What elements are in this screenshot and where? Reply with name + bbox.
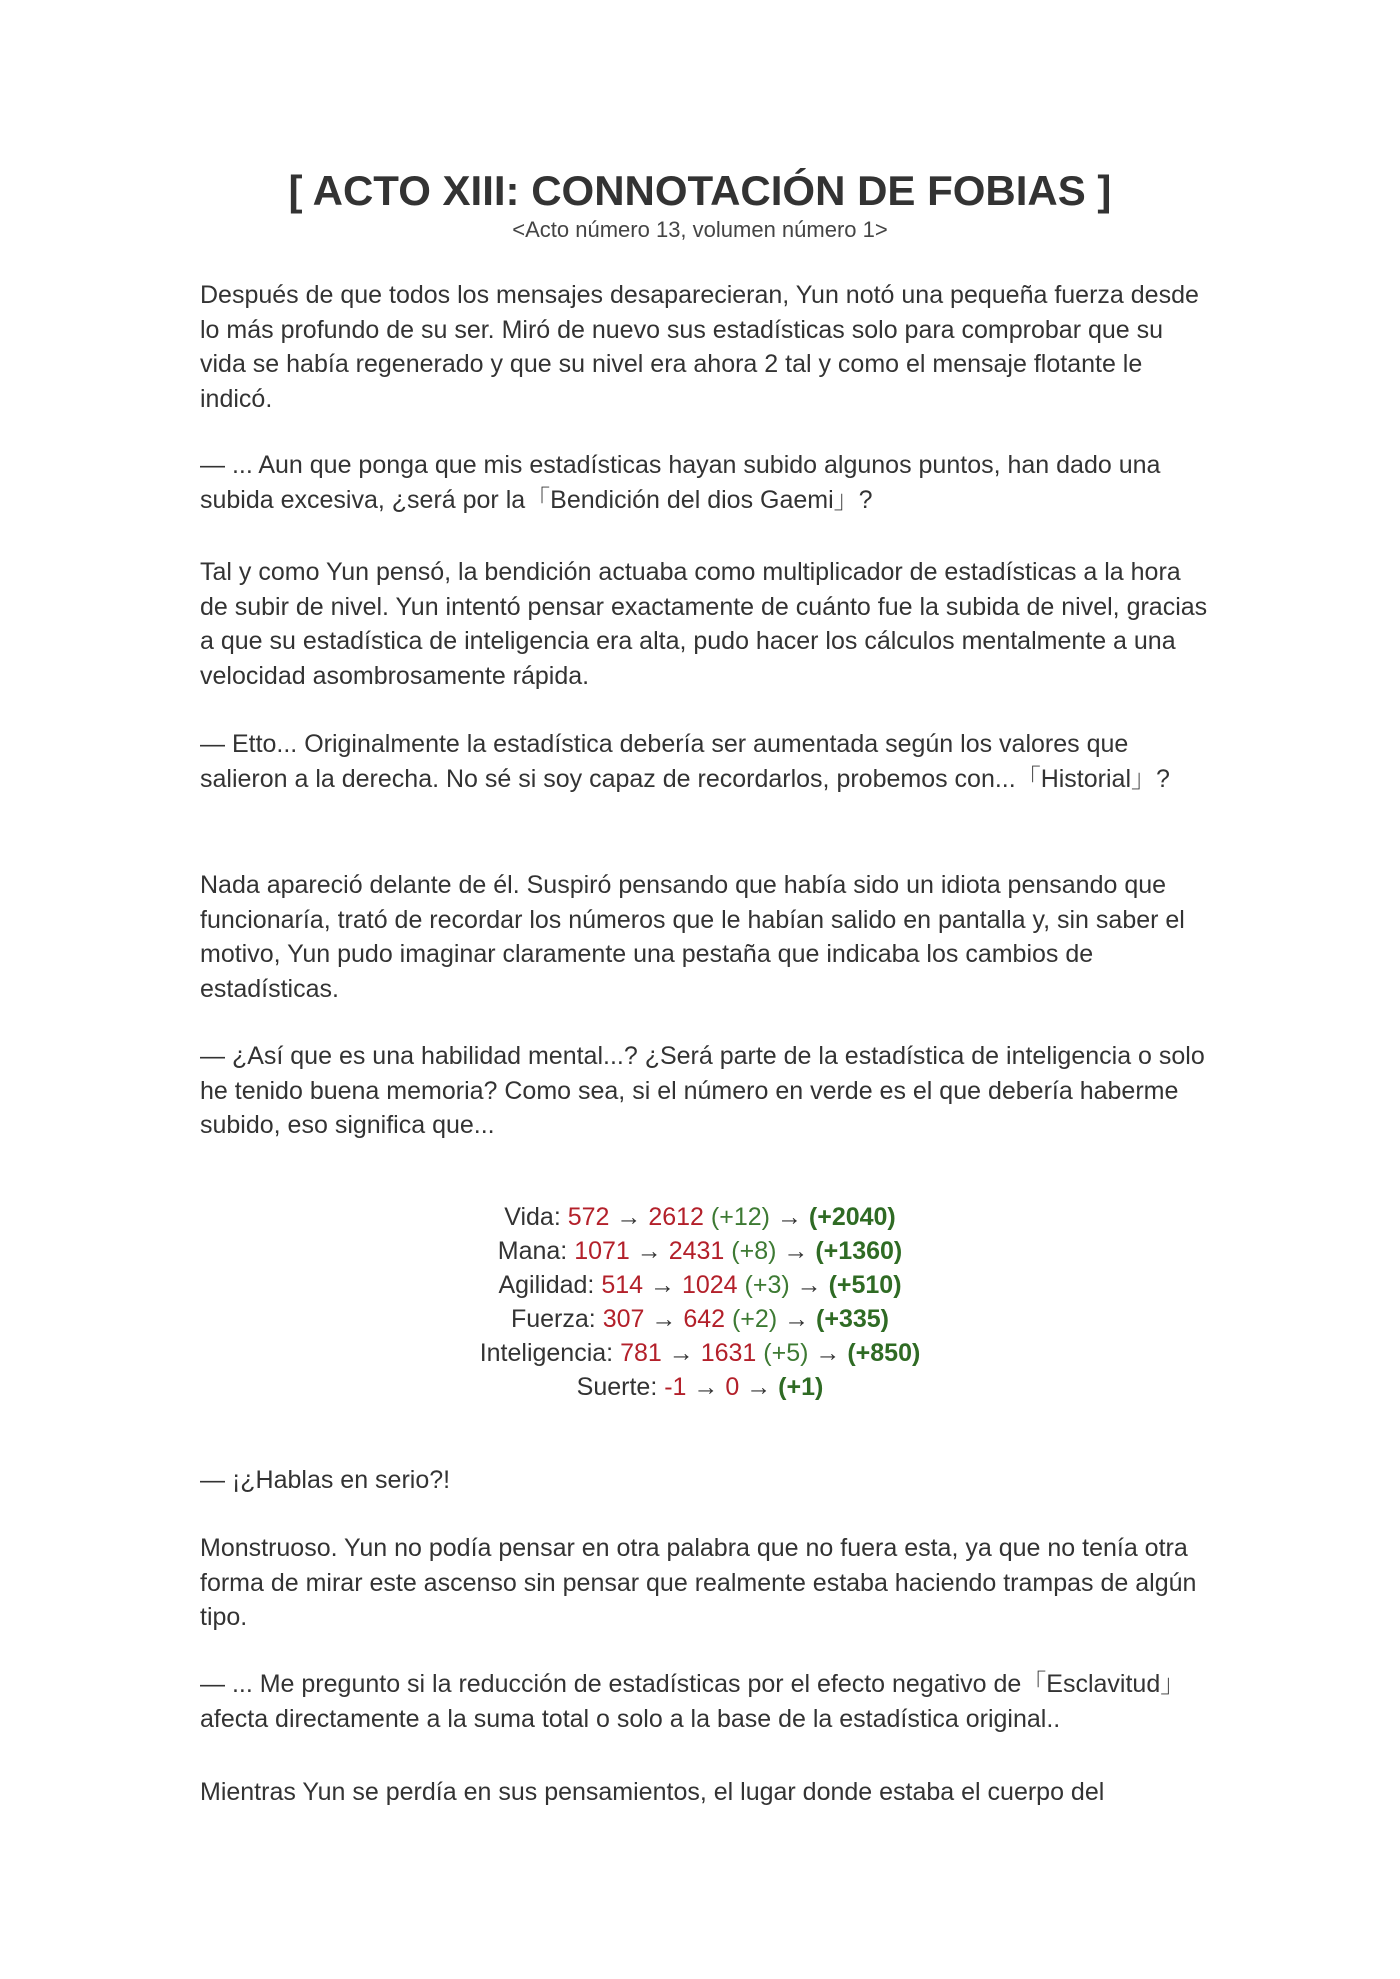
stat-gain: (+3) (744, 1271, 790, 1299)
arrow-icon: → (776, 1203, 802, 1231)
stat-label: Vida: (504, 1203, 561, 1231)
stat-gain: (+5) (763, 1339, 809, 1367)
stat-total: (+335) (816, 1305, 890, 1333)
stats-block (0, 1200, 1400, 1404)
stat-total: (+2040) (808, 1203, 896, 1231)
stat-to: 1024 (681, 1271, 738, 1299)
stat-from: -1 (664, 1373, 687, 1401)
arrow-icon: → (636, 1237, 662, 1265)
stat-to: 0 (725, 1373, 740, 1401)
stat-gain: (+12) (710, 1203, 770, 1231)
stat-line-vida (0, 1200, 1400, 1234)
stat-to: 2431 (668, 1237, 725, 1265)
arrow-icon: → (784, 1305, 810, 1333)
stat-line-suerte (0, 1370, 1400, 1404)
stat-label: Suerte: (576, 1373, 658, 1401)
stat-from: 307 (602, 1305, 645, 1333)
stat-line-inteligencia (0, 1336, 1400, 1370)
arrow-icon: → (796, 1271, 822, 1299)
arrow-icon: → (693, 1373, 719, 1401)
paragraph: — ¿Así que es una habilidad mental...? ¿Será parte de la estadística de inteligencia o solo he tenido buena memoria? Como sea, si el número en verde es el que debería haberme subido, eso significa que... (200, 1042, 1205, 1139)
stat-total: (+850) (847, 1339, 921, 1367)
paragraph: Mientras Yun se perdía en sus pensamientos, el lugar donde estaba el cuerpo del (200, 1778, 1105, 1806)
arrow-icon: → (651, 1305, 677, 1333)
paragraph: — Etto... Originalmente la estadística debería ser aumentada según los valores que salieron a la derecha. No sé si soy capaz de recordarlos, probemos con...「Historial」? (200, 730, 1170, 793)
stat-line-fuerza (0, 1302, 1400, 1336)
page-title: [ ACTO XIII: CONNOTACIÓN DE FOBIAS ] (288, 167, 1112, 214)
stat-label: Agilidad: (498, 1271, 595, 1299)
stat-total: (+510) (828, 1271, 902, 1299)
stat-total: (+1360) (815, 1237, 903, 1265)
stat-from: 514 (601, 1271, 644, 1299)
stat-total: (+1) (778, 1373, 824, 1401)
paragraph: Monstruoso. Yun no podía pensar en otra palabra que no fuera esta, ya que no tenía otra forma de mirar este ascenso sin pensar que realmente estaba haciendo trampas de algún tipo. (200, 1534, 1197, 1631)
arrow-icon: → (783, 1237, 809, 1265)
stat-gain: (+8) (731, 1237, 777, 1265)
stat-from: 572 (567, 1203, 610, 1231)
arrow-icon: → (746, 1373, 772, 1401)
arrow-icon: → (668, 1339, 694, 1367)
paragraph: — ... Me pregunto si la reducción de estadísticas por el efecto negativo de「Esclavitud」afecta directamente a la suma total o solo a la base de la estadística original.. (200, 1670, 1186, 1733)
arrow-icon: → (649, 1271, 675, 1299)
paragraph: — ... Aun que ponga que mis estadísticas hayan subido algunos puntos, han dado una subida excesiva, ¿será por la「Bendición del dios Gaemi」? (200, 451, 1161, 514)
stat-label: Mana: (497, 1237, 568, 1265)
stat-to: 2612 (648, 1203, 704, 1231)
arrow-icon: → (815, 1339, 841, 1367)
stat-to: 642 (683, 1305, 726, 1333)
page-subtitle: <Acto número 13, volumen número 1> (512, 217, 888, 242)
stat-from: 781 (620, 1339, 662, 1367)
stat-line-agilidad (0, 1268, 1400, 1302)
paragraph: Nada apareció delante de él. Suspiró pensando que había sido un idiota pensando que funcionaría, trató de recordar los números que le habían salido en pantalla y, sin saber el motivo, Yun pudo imaginar claramente una pestaña que indicaba los cambios de estadísticas. (200, 871, 1185, 1003)
stat-from: 1071 (574, 1237, 630, 1265)
stat-label: Inteligencia: (479, 1339, 614, 1367)
arrow-icon: → (616, 1203, 642, 1231)
paragraph: Tal y como Yun pensó, la bendición actuaba como multiplicador de estadísticas a la hora de subir de nivel. Yun intentó pensar exactamente de cuánto fue la subida de nivel, gracias a que su estadística de inteligencia era alta, pudo hacer los cálculos mentalmente a una velocidad asombrosamente rápida. (200, 558, 1208, 690)
stat-gain: (+2) (731, 1305, 778, 1333)
stat-label: Fuerza: (510, 1305, 596, 1333)
stat-line-mana (0, 1234, 1400, 1268)
paragraph: — ¡¿Hablas en serio?! (200, 1466, 451, 1494)
stat-to: 1631 (700, 1339, 757, 1367)
paragraph: Después de que todos los mensajes desaparecieran, Yun notó una pequeña fuerza desde lo más profundo de su ser. Miró de nuevo sus estadísticas solo para comprobar que su vida se había regenerado y que su nivel era ahora 2 tal y como el mensaje flotante le indicó. (200, 281, 1199, 413)
